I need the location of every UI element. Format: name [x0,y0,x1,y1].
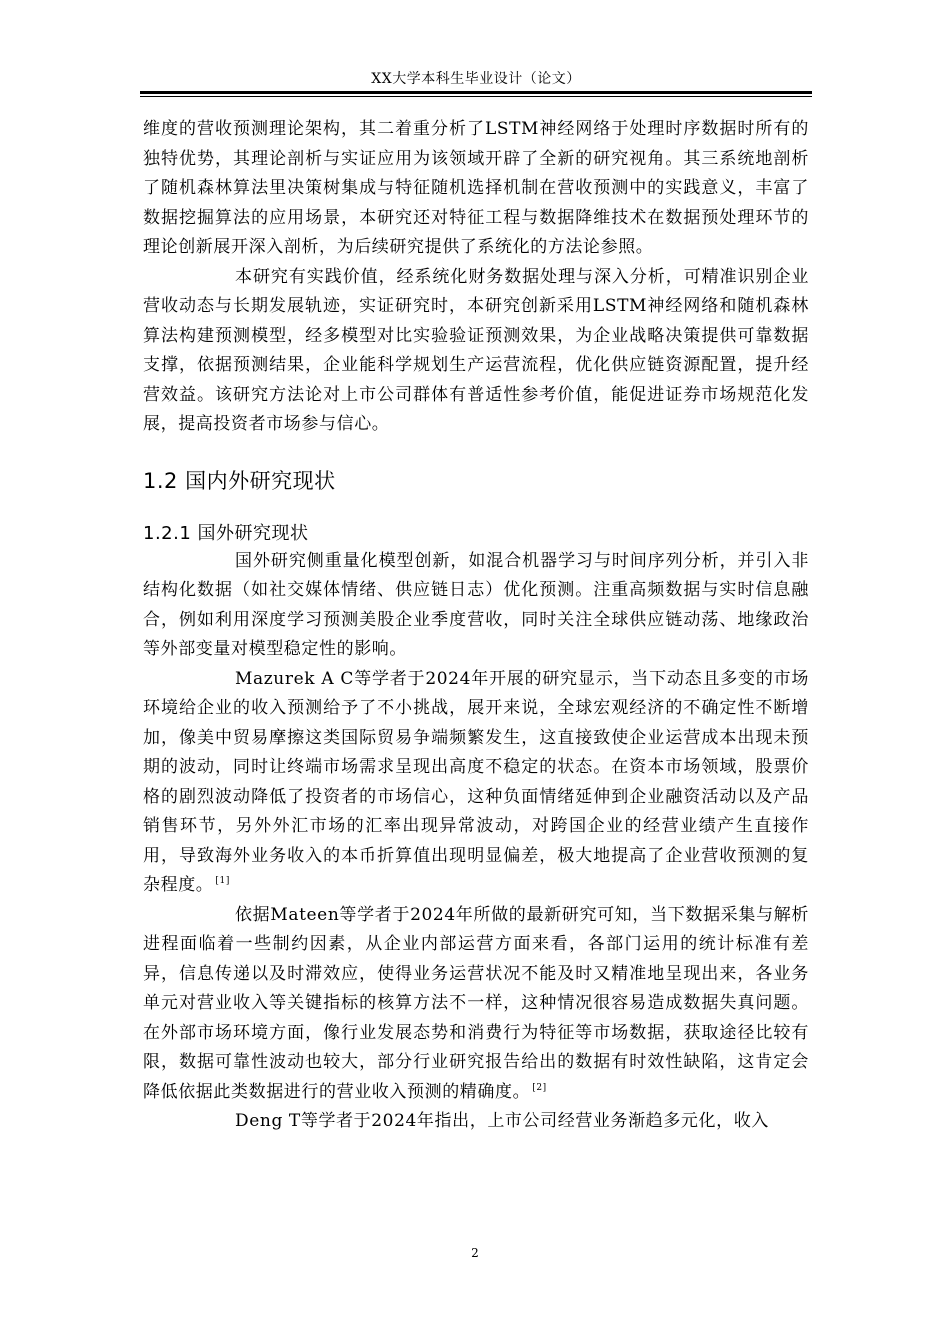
paragraph-mazurek-text: Mazurek A C等学者于2024年开展的研究显示，当下动态且多变的市场环境给企业的收入预测给予了不小挑战，展开来说，全球宏观经济的不确定性不断增加，像美中贸易摩擦这类国际贸易争端频繁发生，这直接致使企业运营成本出现未预期的波动，同时让终端市场需求呈现出高度不稳定的状态。在资本市场领域，股票价格的剧烈波动降低了投资者的市场信心，这种负面情绪延伸到企业融资活动以及产品销售环节，另外外汇市场的汇率出现异常波动，对跨国企业的经营业绩产生直接作用，导致海外业务收入的本币折算值出现明显偏差，极大地提高了企业营收预测的复杂程度。 [143,668,809,895]
paragraph-mazurek [143,665,809,901]
page-header: XX大学本科生毕业设计（论文） [371,71,581,87]
section-heading-1-2: 1.2 国内外研究现状 [143,468,336,493]
paragraph-mateen-text: 依据Mateen等学者于2024年所做的最新研究可知，当下数据采集与解析进程面临着一些制约因素，从企业内部运营方面来看，各部门运用的统计标准有差异，信息传递以及时滞效应，使得业务运营状况不能及时又精准地呈现出来，各业务单元对营业收入等关键指标的核算方法不一样，这种情况很容易造成数据失真问题。在外部市场环境方面，像行业发展态势和消费行为特征等市场数据，获取途径比较有限，数据可靠性波动也较大，部分行业研究报告给出的数据有时效性缺陷，这肯定会降低依据此类数据进行的营业收入预测的精确度。 [143,904,809,1102]
subsection-heading-1-2-1: 1.2.1 国外研究现状 [143,522,309,544]
document-body [143,115,809,1137]
paragraph-deng: Deng T等学者于2024年指出，上市公司经营业务渐趋多元化，收入 [235,1111,769,1131]
header-rule-thick [140,91,812,94]
paragraph-mateen [143,901,809,1108]
citation-2: [2] [532,1082,547,1093]
citation-1: [1] [215,876,230,886]
paragraph-practical-value: 本研究有实践价值，经系统化财务数据处理与深入分析，可精准识别企业营收动态与长期发展轨迹，实证研究时，本研究创新采用LSTM神经网络和随机森林算法构建预测模型，经多模型对比实验验证预测效果，为企业战略决策提供可靠数据支撑，依据预测结果，企业能科学规划生产运营流程，优化供应链资源配置，提升经营效益。该研究方法论对上市公司群体有普适性参考价值，能促进证券市场规范化发展，提高投资者市场参与信心。 [143,266,809,434]
paragraph-foreign-overview: 国外研究侧重量化模型创新，如混合机器学习与时间序列分析，并引入非结构化数据（如社交媒体情绪、供应链日志）优化预测。注重高频数据与实时信息融合，例如利用深度学习预测美股企业季度营收，同时关注全球供应链动荡、地缘政治等外部变量对模型稳定性的影响。 [143,550,809,659]
page-number: 2 [471,1246,479,1260]
header-rule-thin [140,96,812,97]
paragraph-theory-contribution: 维度的营收预测理论架构，其二着重分析了LSTM神经网络于处理时序数据时所有的独特优势，其理论剖析与实证应用为该领域开辟了全新的研究视角。其三系统地剖析了随机森林算法里决策树集成与特征随机选择机制在营收预测中的实践意义，丰富了数据挖掘算法的应用场景，本研究还对特征工程与数据降维技术在数据预处理环节的理论创新展开深入剖析，为后续研究提供了系统化的方法论参照。 [143,119,809,257]
